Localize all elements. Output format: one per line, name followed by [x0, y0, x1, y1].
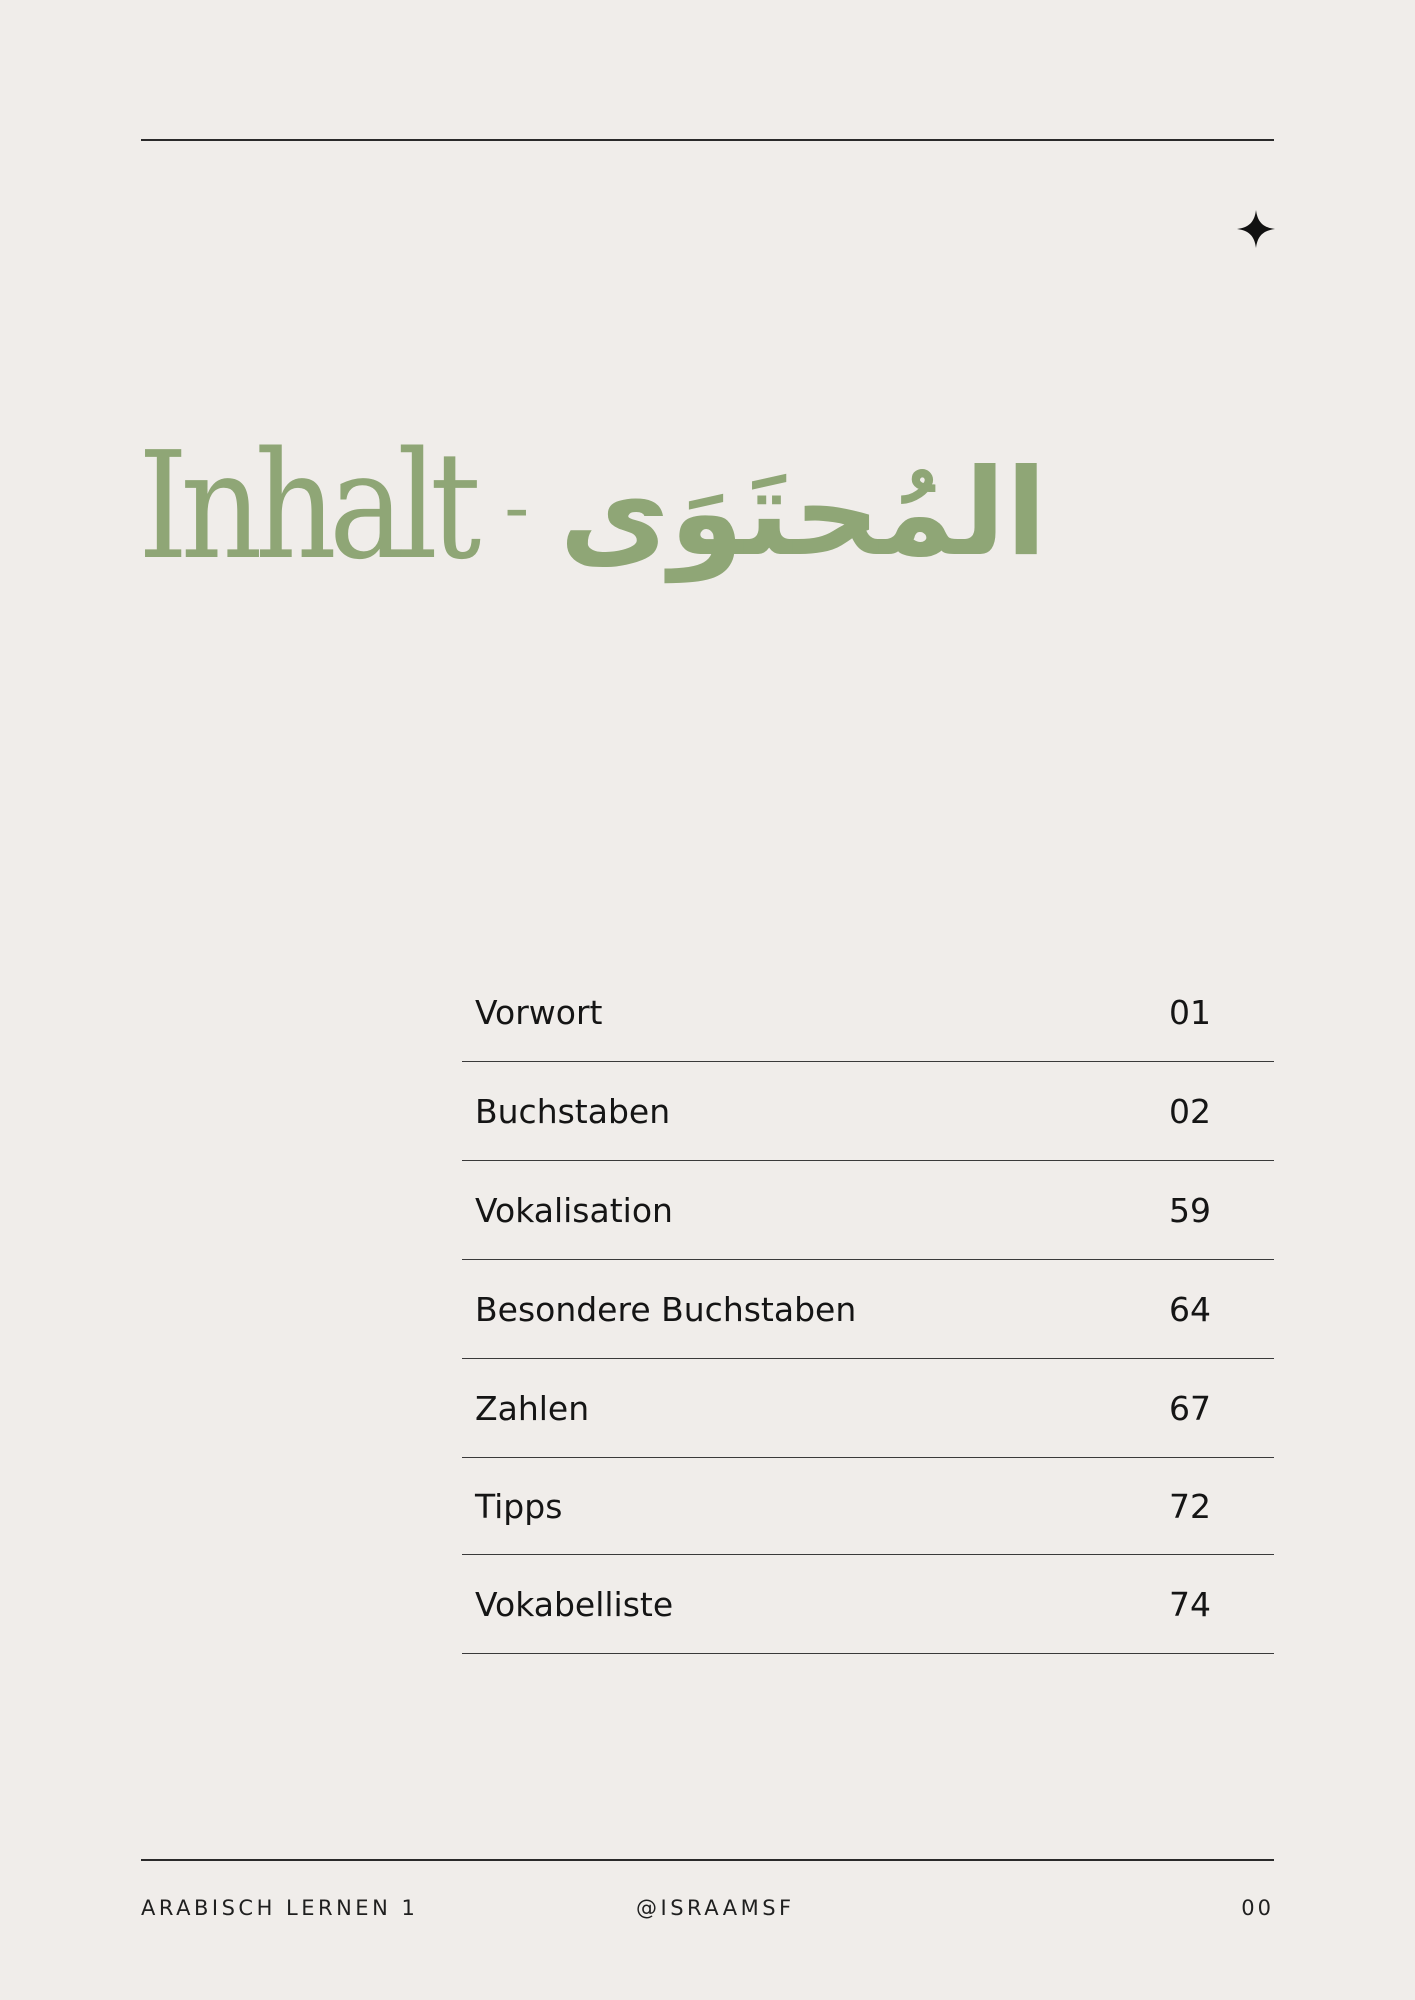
toc-row-vokalisation[interactable]: [462, 1161, 1274, 1260]
toc-page-number: 59: [1169, 1190, 1211, 1230]
bottom-divider: [141, 1859, 1274, 1861]
page-title: [138, 418, 1047, 593]
toc-page-number: 74: [1169, 1584, 1211, 1624]
toc-label: Vorwort: [475, 992, 603, 1032]
toc-label: Besondere Buchstaben: [475, 1289, 857, 1329]
table-of-contents: [462, 963, 1274, 1654]
top-divider: [141, 139, 1274, 141]
toc-row-tipps[interactable]: [462, 1458, 1274, 1555]
footer-page-number: 00: [1241, 1896, 1274, 1920]
toc-row-vorwort[interactable]: [462, 963, 1274, 1062]
four-point-star-icon: [1237, 210, 1275, 248]
toc-label: Zahlen: [475, 1388, 590, 1428]
toc-row-besondere-buchstaben[interactable]: [462, 1260, 1274, 1359]
toc-page-number: 72: [1169, 1486, 1211, 1526]
toc-page-number: 67: [1169, 1388, 1211, 1428]
footer-handle: @ISRAAMSF: [636, 1896, 795, 1920]
toc-row-zahlen[interactable]: [462, 1359, 1274, 1458]
toc-page-number: 02: [1169, 1091, 1211, 1131]
toc-page-number: 01: [1169, 992, 1211, 1032]
title-separator: -: [504, 466, 530, 549]
toc-row-vokabelliste[interactable]: [462, 1555, 1274, 1654]
toc-row-buchstaben[interactable]: [462, 1062, 1274, 1161]
title-latin: Inhalt: [138, 419, 474, 592]
title-arabic: المُحتَوَى: [559, 443, 1047, 583]
toc-label: Vokabelliste: [475, 1584, 674, 1624]
toc-label: Vokalisation: [475, 1190, 673, 1230]
toc-label: Tipps: [475, 1486, 563, 1526]
footer-book-title: ARABISCH LERNEN 1: [141, 1896, 419, 1920]
toc-label: Buchstaben: [475, 1091, 671, 1131]
toc-page-number: 64: [1169, 1289, 1211, 1329]
